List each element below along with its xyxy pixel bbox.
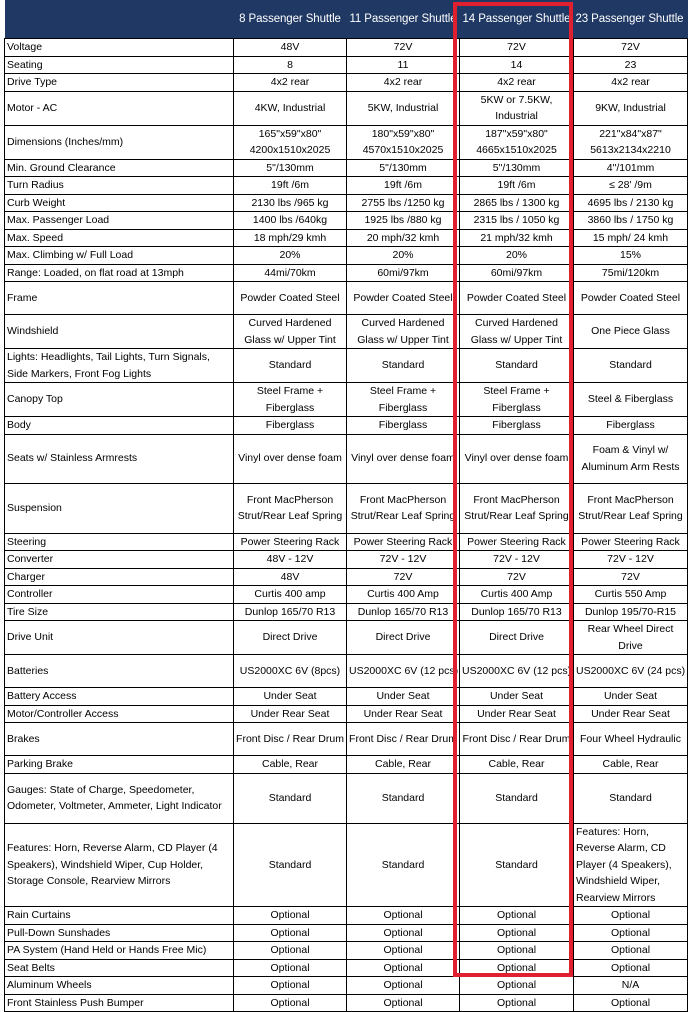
spec-value: 19ft /6m: [347, 177, 460, 195]
spec-value: Direct Drive: [347, 621, 460, 655]
spec-value: Under Rear Seat: [574, 705, 688, 723]
spec-value: 75mi/120km: [574, 264, 688, 282]
spec-value: Cable, Rear: [234, 756, 347, 774]
spec-value: US2000XC 6V (12 pcs): [347, 655, 460, 688]
table-row: [5, 194, 688, 212]
spec-value: 72V - 12V: [574, 551, 688, 569]
shuttle-spec-table: [4, 0, 688, 1012]
spec-value: 4x2 rear: [574, 74, 688, 92]
spec-value: Optional: [574, 942, 688, 960]
spec-value: 23: [574, 56, 688, 74]
spec-label: Parking Brake: [5, 756, 234, 774]
spec-value: Under Rear Seat: [460, 705, 574, 723]
spec-label: Front Stainless Push Bumper: [5, 994, 234, 1012]
table-row: [5, 568, 688, 586]
spec-sheet: [4, 0, 687, 1012]
spec-value: US2000XC 6V (8pcs): [234, 655, 347, 688]
spec-label: Controller: [5, 586, 234, 604]
spec-value: Under Seat: [460, 688, 574, 706]
spec-label: Max. Climbing w/ Full Load: [5, 247, 234, 265]
spec-value: Fiberglass: [347, 417, 460, 435]
spec-label: PA System (Hand Held or Hands Free Mic): [5, 942, 234, 960]
spec-label: Suspension: [5, 483, 234, 533]
spec-value: Dunlop 165/70 R13: [234, 603, 347, 621]
spec-value: Front MacPherson Strut/Rear Leaf Spring: [460, 483, 574, 533]
spec-value: Optional: [460, 907, 574, 925]
spec-value: Optional: [234, 924, 347, 942]
spec-label: Curb Weight: [5, 194, 234, 212]
spec-value: 4KW, Industrial: [234, 91, 347, 125]
spec-value: 5"/130mm: [460, 159, 574, 177]
table-row: [5, 315, 688, 349]
spec-label: Range: Loaded, on flat road at 13mph: [5, 264, 234, 282]
spec-label: Lights: Headlights, Tail Lights, Turn Signals, Side Markers, Front Fog Lights: [5, 349, 234, 383]
table-row: [5, 349, 688, 383]
table-row: [5, 977, 688, 995]
spec-value: 5"/130mm: [347, 159, 460, 177]
spec-value: Optional: [347, 977, 460, 995]
spec-value: Curved Hardened Glass w/ Upper Tint: [347, 315, 460, 349]
spec-value: Fiberglass: [460, 417, 574, 435]
spec-label: Seating: [5, 56, 234, 74]
spec-value: 48V: [234, 568, 347, 586]
spec-value: Steel Frame + Fiberglass: [234, 383, 347, 417]
spec-value: Front MacPherson Strut/Rear Leaf Spring: [234, 483, 347, 533]
table-row: [5, 756, 688, 774]
spec-value: Power Steering Rack: [460, 533, 574, 551]
table-row: [5, 91, 688, 125]
spec-value: 72V: [347, 568, 460, 586]
spec-label: Converter: [5, 551, 234, 569]
table-row: [5, 434, 688, 483]
spec-value: 20%: [460, 247, 574, 265]
spec-value: 2315 lbs / 1050 kg: [460, 212, 574, 230]
spec-value: Steel Frame + Fiberglass: [347, 383, 460, 417]
spec-value: Standard: [234, 773, 347, 823]
spec-value: Cable, Rear: [460, 756, 574, 774]
spec-value: Front MacPherson Strut/Rear Leaf Spring: [574, 483, 688, 533]
spec-label: Features: Horn, Reverse Alarm, CD Player (4 Speakers), Windshield Wiper, Cup Holder, Storage Console, Rearview Mirrors: [5, 823, 234, 907]
spec-label: Min. Ground Clearance: [5, 159, 234, 177]
spec-value: Under Seat: [347, 688, 460, 706]
table-row: [5, 177, 688, 195]
spec-value: Vinyl over dense foam: [347, 434, 460, 483]
spec-label: Rain Curtains: [5, 907, 234, 925]
table-row: [5, 159, 688, 177]
spec-value: Powder Coated Steel: [574, 282, 688, 315]
spec-value: 72V: [574, 39, 688, 57]
spec-value: 20 mph/32 kmh: [347, 229, 460, 247]
table-row: [5, 823, 688, 907]
spec-value: Optional: [460, 959, 574, 977]
spec-value: Standard: [347, 773, 460, 823]
table-row: [5, 282, 688, 315]
spec-value: 72V: [460, 568, 574, 586]
spec-value: Curved Hardened Glass w/ Upper Tint: [460, 315, 574, 349]
spec-label: Motor/Controller Access: [5, 705, 234, 723]
spec-label: Max. Passenger Load: [5, 212, 234, 230]
spec-label: Drive Unit: [5, 621, 234, 655]
spec-label: Dimensions (Inches/mm): [5, 125, 234, 159]
spec-value: Optional: [460, 924, 574, 942]
table-row: [5, 907, 688, 925]
spec-value: Optional: [574, 907, 688, 925]
spec-value: Curtis 400 Amp: [460, 586, 574, 604]
spec-value: Optional: [460, 977, 574, 995]
spec-value: Optional: [574, 994, 688, 1012]
spec-label: Max. Speed: [5, 229, 234, 247]
spec-value: 2755 lbs /1250 kg: [347, 194, 460, 212]
spec-value: 72V - 12V: [347, 551, 460, 569]
spec-value: Standard: [460, 773, 574, 823]
header-11-passenger: 11 Passenger Shuttle: [347, 0, 460, 39]
spec-value: 48V - 12V: [234, 551, 347, 569]
spec-value: Optional: [234, 994, 347, 1012]
spec-value: 2865 lbs / 1300 kg: [460, 194, 574, 212]
table-row: [5, 56, 688, 74]
spec-value: 15 mph/ 24 kmh: [574, 229, 688, 247]
spec-value: One Piece Glass: [574, 315, 688, 349]
table-row: [5, 655, 688, 688]
header-8-passenger: 8 Passenger Shuttle: [234, 0, 347, 39]
spec-label: Charger: [5, 568, 234, 586]
spec-value: 44mi/70km: [234, 264, 347, 282]
table-row: [5, 603, 688, 621]
table-row: [5, 212, 688, 230]
spec-value: Front Disc / Rear Drum: [460, 723, 574, 756]
spec-value: Standard: [574, 773, 688, 823]
spec-value: 19ft /6m: [460, 177, 574, 195]
table-row: [5, 39, 688, 57]
spec-value: US2000XC 6V (12 pcs): [460, 655, 574, 688]
spec-label: Brakes: [5, 723, 234, 756]
spec-label: Steering: [5, 533, 234, 551]
spec-value: Curtis 550 Amp: [574, 586, 688, 604]
spec-value: Powder Coated Steel: [460, 282, 574, 315]
spec-value: Power Steering Rack: [234, 533, 347, 551]
spec-value: Under Seat: [234, 688, 347, 706]
spec-label: Canopy Top: [5, 383, 234, 417]
spec-value: Steel & Fiberglass: [574, 383, 688, 417]
spec-value: Four Wheel Hydraulic: [574, 723, 688, 756]
spec-value: Vinyl over dense foam: [460, 434, 574, 483]
table-row: [5, 621, 688, 655]
spec-label: Seats w/ Stainless Armrests: [5, 434, 234, 483]
spec-value: 15%: [574, 247, 688, 265]
table-row: [5, 74, 688, 92]
spec-value: Cable, Rear: [574, 756, 688, 774]
spec-value: 180"x59"x80" 4570x1510x2025: [347, 125, 460, 159]
spec-value: Optional: [347, 994, 460, 1012]
spec-label: Body: [5, 417, 234, 435]
spec-value: Optional: [347, 942, 460, 960]
spec-label: Windshield: [5, 315, 234, 349]
spec-value: N/A: [574, 977, 688, 995]
spec-value: 20%: [347, 247, 460, 265]
spec-label: Tire Size: [5, 603, 234, 621]
spec-value: Front Disc / Rear Drum: [234, 723, 347, 756]
spec-value: Standard: [460, 823, 574, 907]
spec-value: 1925 lbs /880 kg: [347, 212, 460, 230]
spec-value: Front Disc / Rear Drum: [347, 723, 460, 756]
spec-value: 18 mph/29 kmh: [234, 229, 347, 247]
header-14-passenger: 14 Passenger Shuttle: [460, 0, 574, 39]
spec-value: Powder Coated Steel: [234, 282, 347, 315]
spec-value: 72V: [347, 39, 460, 57]
spec-value: Optional: [234, 942, 347, 960]
spec-value: Rear Wheel Direct Drive: [574, 621, 688, 655]
spec-value: Standard: [234, 349, 347, 383]
spec-value: 4x2 rear: [460, 74, 574, 92]
spec-value: Optional: [347, 924, 460, 942]
table-row: [5, 533, 688, 551]
table-row: [5, 125, 688, 159]
table-row: [5, 229, 688, 247]
spec-value: Dunlop 165/70 R13: [460, 603, 574, 621]
spec-value: 5KW or 7.5KW, Industrial: [460, 91, 574, 125]
table-row: [5, 264, 688, 282]
table-row: [5, 551, 688, 569]
spec-value: Optional: [460, 942, 574, 960]
header-spec-label: [5, 0, 234, 39]
spec-value: 48V: [234, 39, 347, 57]
spec-value: Optional: [234, 907, 347, 925]
table-row: [5, 773, 688, 823]
spec-label: Seat Belts: [5, 959, 234, 977]
table-row: [5, 959, 688, 977]
spec-label: Batteries: [5, 655, 234, 688]
table-row: [5, 924, 688, 942]
spec-label: Aluminum Wheels: [5, 977, 234, 995]
spec-value: Optional: [347, 907, 460, 925]
spec-value: Dunlop 195/70-R15: [574, 603, 688, 621]
spec-value: Front MacPherson Strut/Rear Leaf Spring: [347, 483, 460, 533]
spec-value: 165"x59"x80" 4200x1510x2025: [234, 125, 347, 159]
spec-value: 60mi/97km: [347, 264, 460, 282]
spec-value: Dunlop 165/70 R13: [347, 603, 460, 621]
table-row: [5, 994, 688, 1012]
spec-value: 8: [234, 56, 347, 74]
spec-value: Standard: [347, 823, 460, 907]
spec-value: Standard: [460, 349, 574, 383]
spec-value: Cable, Rear: [347, 756, 460, 774]
spec-value: 4x2 rear: [347, 74, 460, 92]
table-row: [5, 417, 688, 435]
spec-value: 221"x84"x87" 5613x2134x2210: [574, 125, 688, 159]
spec-value: Optional: [574, 959, 688, 977]
spec-value: 4"/101mm: [574, 159, 688, 177]
spec-value: Standard: [234, 823, 347, 907]
spec-value: 5KW, Industrial: [347, 91, 460, 125]
spec-value: Steel Frame + Fiberglass: [460, 383, 574, 417]
spec-value: 1400 lbs /640kg: [234, 212, 347, 230]
header-23-passenger: 23 Passenger Shuttle: [574, 0, 688, 39]
spec-value: 3860 lbs / 1750 kg: [574, 212, 688, 230]
spec-value: Optional: [234, 977, 347, 995]
table-row: [5, 723, 688, 756]
spec-value: 9KW, Industrial: [574, 91, 688, 125]
spec-value: 72V: [460, 39, 574, 57]
spec-label: Motor - AC: [5, 91, 234, 125]
spec-value: Optional: [234, 959, 347, 977]
spec-value: Fiberglass: [234, 417, 347, 435]
spec-value: Optional: [347, 959, 460, 977]
spec-value: Curtis 400 amp: [234, 586, 347, 604]
spec-label: Voltage: [5, 39, 234, 57]
spec-value: 5"/130mm: [234, 159, 347, 177]
spec-label: Pull-Down Sunshades: [5, 924, 234, 942]
spec-value: Direct Drive: [234, 621, 347, 655]
spec-value: Vinyl over dense foam: [234, 434, 347, 483]
spec-label: Gauges: State of Charge, Speedometer, Odometer, Voltmeter, Ammeter, Light Indicator: [5, 773, 234, 823]
spec-value: 72V - 12V: [460, 551, 574, 569]
table-row: [5, 383, 688, 417]
table-row: [5, 705, 688, 723]
spec-value: ≤ 28' /9m: [574, 177, 688, 195]
spec-value: 72V: [574, 568, 688, 586]
table-row: [5, 942, 688, 960]
spec-value: Optional: [574, 924, 688, 942]
spec-value: Standard: [347, 349, 460, 383]
spec-value: US2000XC 6V (24 pcs): [574, 655, 688, 688]
table-row: [5, 483, 688, 533]
spec-value: 187"x59"x80" 4665x1510x2025: [460, 125, 574, 159]
spec-label: Battery Access: [5, 688, 234, 706]
table-row: [5, 247, 688, 265]
table-body: [5, 39, 688, 1012]
spec-value: Under Rear Seat: [347, 705, 460, 723]
spec-value: 14: [460, 56, 574, 74]
spec-value: Optional: [460, 994, 574, 1012]
spec-value: Power Steering Rack: [347, 533, 460, 551]
spec-value: Direct Drive: [460, 621, 574, 655]
spec-value: 21 mph/32 kmh: [460, 229, 574, 247]
table-row: [5, 688, 688, 706]
spec-value: 2130 lbs /965 kg: [234, 194, 347, 212]
spec-value: Features: Horn, Reverse Alarm, CD Player (4 Speakers), Windshield Wiper, Rearview Mirrors: [574, 823, 688, 907]
spec-value: 60mi/97km: [460, 264, 574, 282]
spec-value: Under Rear Seat: [234, 705, 347, 723]
spec-value: 11: [347, 56, 460, 74]
header-row: [5, 0, 688, 39]
spec-value: 4x2 rear: [234, 74, 347, 92]
spec-label: Frame: [5, 282, 234, 315]
spec-value: 4695 lbs / 2130 kg: [574, 194, 688, 212]
spec-value: Power Steering Rack: [574, 533, 688, 551]
spec-value: Foam & Vinyl w/ Aluminum Arm Rests: [574, 434, 688, 483]
spec-value: Under Seat: [574, 688, 688, 706]
spec-value: Curved Hardened Glass w/ Upper Tint: [234, 315, 347, 349]
spec-value: Standard: [574, 349, 688, 383]
spec-value: 20%: [234, 247, 347, 265]
spec-value: Curtis 400 Amp: [347, 586, 460, 604]
spec-value: Fiberglass: [574, 417, 688, 435]
spec-value: 19ft /6m: [234, 177, 347, 195]
spec-value: Powder Coated Steel: [347, 282, 460, 315]
spec-label: Turn Radius: [5, 177, 234, 195]
spec-label: Drive Type: [5, 74, 234, 92]
table-row: [5, 586, 688, 604]
